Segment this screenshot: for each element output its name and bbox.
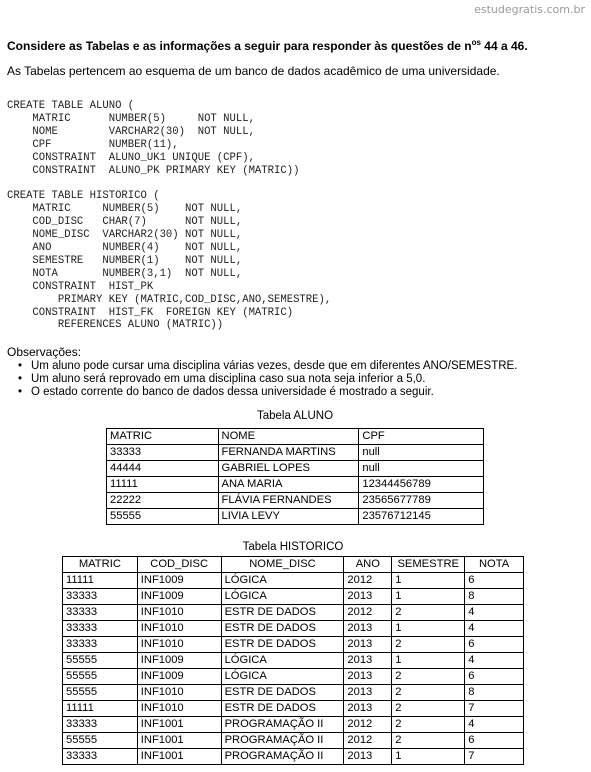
historico-table-cell: 33333	[63, 749, 138, 765]
aluno-table-row	[107, 493, 484, 509]
aluno-column-header: NOME	[218, 429, 359, 445]
historico-table-cell: PROGRAMAÇÃO II	[221, 749, 344, 765]
historico-table-cell: 2	[392, 733, 465, 749]
historico-column-header: COD_DISC	[137, 557, 221, 573]
historico-table-cell: 4	[465, 653, 524, 669]
historico-table-cell: 1	[392, 621, 465, 637]
historico-table-cell: 1	[392, 749, 465, 765]
heading-text: Considere as Tabelas e as informações a seguir para responder às questões de n	[7, 39, 472, 53]
historico-table-cell: 2	[392, 685, 465, 701]
aluno-table-cell: null	[359, 461, 484, 477]
aluno-table-cell: GABRIEL LOPES	[218, 461, 359, 477]
historico-table-cell: INF1009	[137, 653, 221, 669]
historico-table-cell: 2	[392, 637, 465, 653]
heading-superscript: os	[471, 38, 481, 47]
historico-table-row	[63, 701, 524, 717]
observation-item	[18, 373, 517, 386]
aluno-table-caption: Tabela ALUNO	[256, 410, 334, 422]
historico-table-cell: 55555	[63, 685, 138, 701]
historico-table-cell: INF1009	[137, 573, 221, 589]
observations-list	[18, 360, 517, 399]
aluno-table-cell: LIVIA LEVY	[218, 509, 359, 525]
historico-table-cell: 8	[465, 589, 524, 605]
historico-table-cell: INF1010	[137, 605, 221, 621]
aluno-table-row	[107, 461, 484, 477]
historico-table-cell: 8	[465, 685, 524, 701]
aluno-table-cell: 12344456789	[359, 477, 484, 493]
historico-table-cell: 4	[465, 621, 524, 637]
historico-table-cell: 55555	[63, 733, 138, 749]
historico-table-cell: ESTR DE DADOS	[221, 605, 344, 621]
historico-table-cell: INF1009	[137, 589, 221, 605]
aluno-table-row	[107, 445, 484, 461]
aluno-table-cell: 44444	[107, 461, 219, 477]
aluno-table-cell: null	[359, 445, 484, 461]
historico-table-cell: INF1010	[137, 621, 221, 637]
observation-text: Um aluno pode cursar uma disciplina várias vezes, desde que em diferentes ANO/SEMESTRE.	[31, 360, 518, 372]
historico-table-cell: INF1001	[137, 749, 221, 765]
heading-tail: 44 a 46.	[480, 39, 528, 53]
historico-table-cell: 1	[392, 573, 465, 589]
historico-table-cell: 11111	[63, 573, 138, 589]
historico-table-cell: 2012	[344, 717, 392, 733]
historico-column-header: NOTA	[465, 557, 524, 573]
aluno-table-cell: 55555	[107, 509, 219, 525]
question-heading	[7, 38, 528, 53]
aluno-table-cell: 23565677789	[359, 493, 484, 509]
observation-text: O estado corrente do banco de dados dessa universidade é mostrado a seguir.	[31, 386, 434, 398]
historico-table-row	[63, 685, 524, 701]
historico-table-row	[63, 621, 524, 637]
aluno-table-cell: ANA MARIA	[218, 477, 359, 493]
historico-table-row	[63, 653, 524, 669]
historico-table-cell: 6	[465, 573, 524, 589]
historico-table-cell: 2012	[344, 605, 392, 621]
historico-table-cell: 2013	[344, 621, 392, 637]
aluno-table	[106, 428, 484, 525]
historico-table-cell: INF1010	[137, 685, 221, 701]
aluno-column-header: CPF	[359, 429, 484, 445]
historico-table	[62, 556, 524, 765]
historico-table-cell: 55555	[63, 669, 138, 685]
historico-table-cell: LÓGICA	[221, 589, 344, 605]
historico-table-cell: 2	[392, 701, 465, 717]
aluno-table-cell: FLÁVIA FERNANDES	[218, 493, 359, 509]
historico-table-row	[63, 669, 524, 685]
historico-table-caption: Tabela HISTORICO	[242, 541, 344, 553]
historico-table-cell: 2	[392, 605, 465, 621]
historico-table-cell: INF1010	[137, 701, 221, 717]
historico-table-cell: 2013	[344, 669, 392, 685]
historico-table-cell: INF1001	[137, 733, 221, 749]
historico-table-cell: 7	[465, 701, 524, 717]
intro-paragraph: As Tabelas pertencem ao esquema de um banco de dados acadêmico de uma universidade.	[7, 64, 500, 78]
historico-column-header: NOME_DISC	[221, 557, 344, 573]
historico-table-cell: ESTR DE DADOS	[221, 637, 344, 653]
historico-table-row	[63, 637, 524, 653]
historico-table-cell: 2013	[344, 653, 392, 669]
historico-table-cell: 2013	[344, 749, 392, 765]
historico-table-cell: 6	[465, 733, 524, 749]
aluno-column-header: MATRIC	[107, 429, 219, 445]
historico-table-row	[63, 717, 524, 733]
historico-table-cell: 1	[392, 589, 465, 605]
historico-column-header: SEMESTRE	[392, 557, 465, 573]
aluno-table-row	[107, 477, 484, 493]
historico-table-cell: 2013	[344, 685, 392, 701]
historico-table-cell: 2	[392, 669, 465, 685]
historico-table-cell: 4	[465, 717, 524, 733]
historico-table-cell: 6	[465, 637, 524, 653]
historico-table-cell: 2012	[344, 733, 392, 749]
historico-table-cell: 55555	[63, 653, 138, 669]
historico-table-cell: LÓGICA	[221, 669, 344, 685]
historico-table-cell: PROGRAMAÇÃO II	[221, 717, 344, 733]
historico-table-cell: LÓGICA	[221, 573, 344, 589]
historico-table-cell: LÓGICA	[221, 653, 344, 669]
bullet-icon: •	[18, 373, 23, 385]
historico-table-row	[63, 573, 524, 589]
observations-title: Observações:	[7, 345, 82, 359]
historico-table-cell: INF1010	[137, 637, 221, 653]
historico-table-cell: 33333	[63, 589, 138, 605]
historico-table-cell: 33333	[63, 717, 138, 733]
historico-column-header: MATRIC	[63, 557, 138, 573]
historico-table-cell: 1	[392, 653, 465, 669]
historico-table-row	[63, 733, 524, 749]
historico-table-cell: 2	[392, 717, 465, 733]
aluno-table-cell: FERNANDA MARTINS	[218, 445, 359, 461]
site-watermark: estudegratis.com.br	[474, 3, 585, 16]
historico-table-cell: 2013	[344, 701, 392, 717]
historico-table-cell: ESTR DE DADOS	[221, 621, 344, 637]
observation-text: Um aluno será reprovado em uma disciplina caso sua nota seja inferior a 5,0.	[31, 373, 426, 385]
historico-table-cell: 33333	[63, 605, 138, 621]
aluno-table-cell: 11111	[107, 477, 219, 493]
historico-table-cell: INF1009	[137, 669, 221, 685]
historico-column-header: ANO	[344, 557, 392, 573]
sql-schema-code: CREATE TABLE ALUNO ( MATRIC NUMBER(5) NOT NULL, NOME VARCHAR2(30) NOT NULL, CPF NUMBER(11), CONSTRAINT ALUNO_UK1 UNIQUE (CPF), CONSTRAINT ALUNO_PK PRIMARY KEY (MATRIC)) CREATE TABLE HISTORICO ( MATRIC NUMBER(5) NOT NULL, COD_DISC CHAR(7) NOT NULL, NOME_DISC VARCHAR2(30) NOT NULL, ANO NUMBER(4) NOT NULL, SEMESTRE NUMBER(1) NOT NULL, NOTA NUMBER(3,1) NOT NULL, CONSTRAINT HIST_PK PRIMARY KEY (MATRIC,COD_DISC,ANO,SEMESTRE), CONSTRAINT HIST_FK FOREIGN KEY (MATRIC) REFERENCES ALUNO (MATRIC))	[7, 100, 332, 332]
historico-table-cell: 33333	[63, 637, 138, 653]
aluno-table-cell: 23576712145	[359, 509, 484, 525]
historico-table-row	[63, 749, 524, 765]
historico-table-row	[63, 605, 524, 621]
historico-table-cell: 2012	[344, 573, 392, 589]
historico-table-cell: 33333	[63, 621, 138, 637]
historico-table-cell: 4	[465, 605, 524, 621]
historico-table-cell: 11111	[63, 701, 138, 717]
historico-table-row	[63, 589, 524, 605]
historico-table-cell: ESTR DE DADOS	[221, 685, 344, 701]
aluno-table-row	[107, 509, 484, 525]
historico-table-cell: 2013	[344, 589, 392, 605]
bullet-icon: •	[18, 386, 23, 398]
historico-table-cell: INF1001	[137, 717, 221, 733]
historico-table-cell: 2013	[344, 637, 392, 653]
aluno-table-cell: 33333	[107, 445, 219, 461]
observation-item	[18, 360, 517, 373]
observation-item	[18, 386, 517, 399]
aluno-table-cell: 22222	[107, 493, 219, 509]
bullet-icon: •	[18, 360, 23, 372]
historico-table-cell: 7	[465, 749, 524, 765]
historico-table-cell: PROGRAMAÇÃO II	[221, 733, 344, 749]
historico-table-cell: ESTR DE DADOS	[221, 701, 344, 717]
historico-table-cell: 6	[465, 669, 524, 685]
